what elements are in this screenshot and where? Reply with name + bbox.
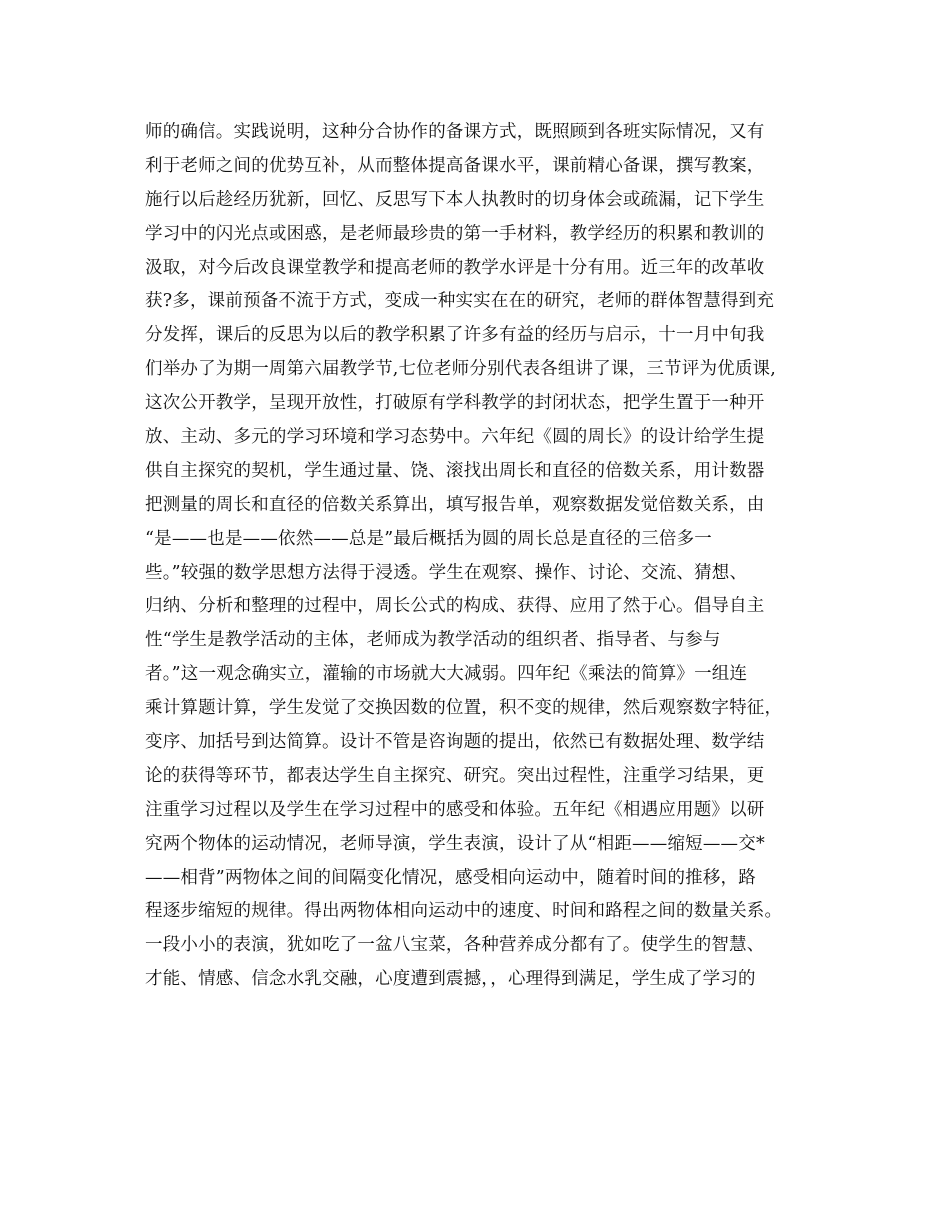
text-line: 些。”较强的数学思想方法得于浸透。学生在观察、操作、讨论、交流、猜想、 — [145, 562, 748, 583]
text-line: 获?多，课前预备不流于方式，变成一种实实在在的研究，老师的群体智慧得到充 — [145, 291, 775, 312]
text-line: 师的确信。实践说明，这种分合协作的备课方式，既照顾到各班实际情况，又有 — [145, 122, 765, 142]
text-line: 施行以后趁经历犹新，回忆、反思写下本人执教时的切身体会或疏漏，记下学生 — [145, 189, 765, 210]
text-line: 利于老师之间的优势互补，从而整体提高备课水平，课前精心备课，撰写教案， — [145, 155, 765, 176]
text-line: 注重学习过程以及学生在学习过程中的感受和体验。五年纪《相遇应用题》以研 — [145, 799, 765, 820]
text-line: 者。”这一观念确实立，灌输的市场就大大减弱。四年纪《乘法的简算》一组连 — [145, 664, 748, 685]
text-line: “是——也是——依然——总是”最后概括为圆的周长总是直径的三倍多一 — [145, 528, 712, 549]
body-text — [145, 116, 825, 997]
text-line: 供自主探究的契机，学生通过量、饶、滚找出周长和直径的倍数关系，用计数器 — [145, 460, 765, 481]
text-line: 性“学生是教学活动的主体，老师成为教学活动的组织者、指导者、与参与 — [145, 630, 721, 651]
text-line: 一段小小的表演，犹如吃了一盆八宝菜，各种营养成分都有了。使学生的智慧、 — [145, 935, 765, 956]
text-line: 把测量的周长和直径的倍数关系算出，填写报告单，观察数据发觉倍数关系，由 — [145, 494, 765, 515]
text-line: 学习中的闪光点或困惑，是老师最珍贵的第一手材料，教学经历的积累和教训的 — [145, 223, 765, 244]
text-line: 汲取，对今后改良课堂教学和提高老师的教学水评是十分有用。近三年的改革收 — [145, 257, 765, 278]
text-line: 乘计算题计算，学生发觉了交换因数的位置，积不变的规律，然后观察数字特征， — [145, 698, 783, 719]
text-line: 归纳、分析和整理的过程中，周长公式的构成、获得、应用了然于心。倡导自主 — [145, 596, 765, 617]
text-line: 论的获得等环节，都表达学生自主探究、研究。突出过程性，注重学习结果，更 — [145, 765, 765, 786]
text-line: 分发挥，课后的反思为以后的教学积累了许多有益的经历与启示，十一月中旬我 — [145, 325, 765, 346]
text-line: 这次公开教学，呈现开放性，打破原有学科教学的封闭状态，把学生置于一种开 — [145, 393, 765, 414]
text-line: 才能、情感、信念水乳交融，心度遭到震撼，，心理得到满足，学生成了学习的 — [145, 969, 756, 990]
text-line: 们举办了为期一周第六届教学节,七位老师分别代表各组讲了课，三节评为优质课, — [145, 359, 777, 380]
text-line: 究两个物体的运动情况，老师导演，学生表演，设计了从“相距——缩短——交* — [145, 833, 765, 854]
text-line: 变序、加括号到达简算。设计不管是咨询题的提出，依然已有数据处理、数学结 — [145, 732, 765, 753]
text-line: 程逐步缩短的规律。得出两物体相向运动中的速度、时间和路程之间的数量关系。 — [145, 901, 783, 922]
text-line: 放、主动、多元的学习环境和学习态势中。六年纪《圆的周长》的设计给学生提 — [145, 427, 765, 448]
text-line: ——相背”两物体之间的间隔变化情况，感受相向运动中，随着时间的推移，路 — [145, 867, 756, 888]
